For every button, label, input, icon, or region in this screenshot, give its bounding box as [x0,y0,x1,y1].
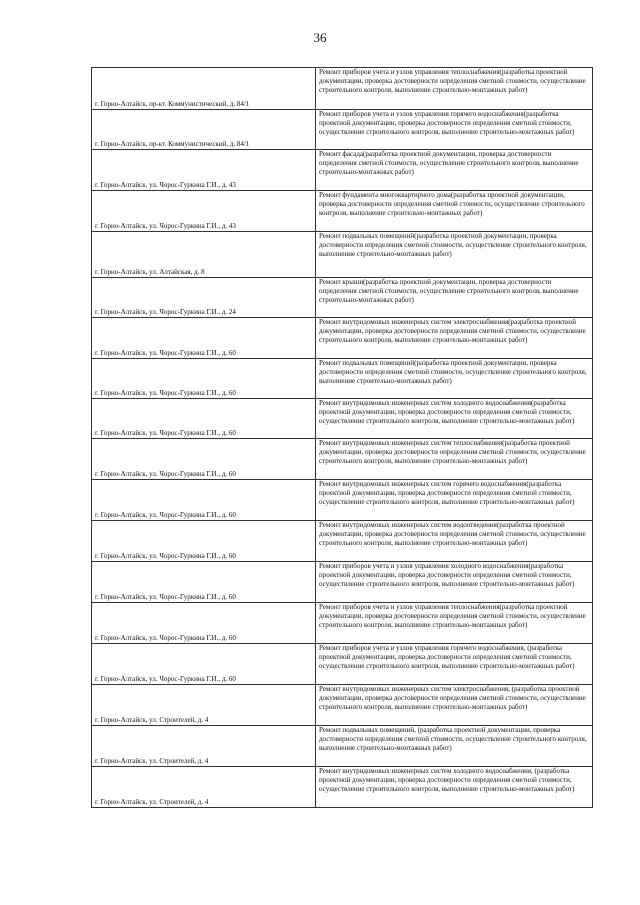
address-cell: г. Горно-Алтайск, ул. Строителей, д. 4 [92,726,316,767]
address-cell: г. Горно-Алтайск, ул. Чорос-Гуркина Г.И., д. 24 [92,278,316,318]
table-row [92,603,593,644]
work-description-cell: Ремонт внутридомовых инженерных систем холодного водоснабжения, (разработка проектной документации, проверка достоверности определения сметной стоимости, осуществление строительного контроля, выполнение строительно-монтажных работ) [316,767,593,808]
address-cell: г. Горно-Алтайск, ул. Строителей, д. 4 [92,685,316,726]
table-row [92,399,593,439]
work-description-cell: Ремонт приборов учета и узлов управления горячего водоснабжения(разработка проектной документации, проверка достоверности определения сметной стоимости, осуществление строительного контроля, выполнение строительно-монтажных работ) [316,110,593,150]
work-description-cell: Ремонт крыши(разработка проектной документации, проверка достоверности определения сметной стоимости, осуществление строительного контроля, выполнение строительно-монтажных работ) [316,278,593,318]
address-cell: г. Горно-Алтайск, ул. Чорос-Гуркина Г.И., д. 43 [92,191,316,232]
work-description-cell: Ремонт фундамента многоквартирного дома(разработка проектной документации, проверка достоверности определения сметной стоимости, осуществление строительного контроля, выполнение строительно-монтажных работ) [316,191,593,232]
table-row [92,68,593,110]
table-row [92,439,593,480]
table-row [92,150,593,191]
address-cell: г. Горно-Алтайск, пр-кт. Коммунистический, д. 84/1 [92,110,316,150]
table-row [92,644,593,685]
page-number: 36 [313,30,327,45]
work-description-cell: Ремонт внутридомовых инженерных систем горячего водоснабжения(разработка проектной документации, проверка достоверности определения сметной стоимости, осуществление строительного контроля, выполнение строительно-монтажных работ) [316,480,593,521]
address-cell: г. Горно-Алтайск, ул. Чорос-Гуркина Г.И., д. 60 [92,644,316,685]
work-description-cell: Ремонт подвальных помещений(разработка проектной документации, проверка достоверности определения сметной стоимости, осуществление строительного контроля, выполнение строительно-монтажных работ) [316,359,593,399]
work-description-cell: Ремонт приборов учета и узлов управления холодного водоснабжения(разработка проектной документации, проверка достоверности определения сметной стоимости, осуществление строительного контроля, выполнение строительно-монтажных работ) [316,562,593,603]
work-description-cell: Ремонт приборов учета и узлов управления горячего водоснабжения, (разработка проектной документации, проверка достоверности определения сметной стоимости, осуществление строительного контроля, выполнение строительно-монтажных работ) [316,644,593,685]
table-row [92,359,593,399]
table-row [92,521,593,562]
address-cell: г. Горно-Алтайск, ул. Строителей, д. 4 [92,767,316,808]
table-row [92,110,593,150]
work-description-cell: Ремонт подвальных помещений, (разработка проектной документации, проверка достоверности определения сметной стоимости, осуществление строительного контроля, выполнение строительно-монтажных работ) [316,726,593,767]
address-cell: г. Горно-Алтайск, ул. Чорос-Гуркина Г.И., д. 60 [92,439,316,480]
address-cell: г. Горно-Алтайск, ул. Чорос-Гуркина Г.И., д. 43 [92,150,316,191]
address-cell: г. Горно-Алтайск, ул. Алтайская, д. 8 [92,232,316,278]
address-cell: г. Горно-Алтайск, ул. Чорос-Гуркина Г.И., д. 60 [92,318,316,359]
address-cell: г. Горно-Алтайск, пр-кт. Коммунистический, д. 84/1 [92,68,316,110]
address-cell: г. Горно-Алтайск, ул. Чорос-Гуркина Г.И., д. 60 [92,480,316,521]
address-cell: г. Горно-Алтайск, ул. Чорос-Гуркина Г.И., д. 60 [92,521,316,562]
table-row [92,232,593,278]
work-description-cell: Ремонт внутридомовых инженерных систем электроснабжения(разработка проектной документации, проверка достоверности определения сметной стоимости, осуществление строительного контроля, выполнение строительно-монтажных работ) [316,318,593,359]
work-description-cell: Ремонт подвальных помещений(разработка проектной документации, проверка достоверности определения сметной стоимости, осуществление строительного контроля, выполнение строительно-монтажных работ) [316,232,593,278]
work-description-cell: Ремонт внутридомовых инженерных систем водоотведения(разработка проектной документации, проверка достоверности определения сметной стоимости, осуществление строительного контроля, выполнение строительно-монтажных работ) [316,521,593,562]
table-row [92,685,593,726]
table-row [92,191,593,232]
work-description-cell: Ремонт приборов учета и узлов управления теплоснабжения(разработка проектной документации, проверка достоверности определения сметной стоимости, осуществление строительного контроля, выполнение строительно-монтажных работ) [316,68,593,110]
address-cell: г. Горно-Алтайск, ул. Чорос-Гуркина Г.И., д. 60 [92,359,316,399]
works-table [91,67,593,808]
address-cell: г. Горно-Алтайск, ул. Чорос-Гуркина Г.И., д. 60 [92,399,316,439]
table-row [92,726,593,767]
table-row [92,562,593,603]
address-cell: г. Горно-Алтайск, ул. Чорос-Гуркина Г.И., д. 60 [92,603,316,644]
table-row [92,318,593,359]
works-table-body [92,68,593,808]
work-description-cell: Ремонт внутридомовых инженерных систем холодного водоснабжения(разработка проектной документации, проверка достоверности определения сметной стоимости, осуществление строительного контроля, выполнение строительно-монтажных работ) [316,399,593,439]
table-row [92,767,593,808]
work-description-cell: Ремонт внутридомовых инженерных систем электроснабжения, (разработка проектной документации, проверка достоверности определения сметной стоимости, осуществление строительного контроля, выполнение строительно-монтажных работ) [316,685,593,726]
address-cell: г. Горно-Алтайск, ул. Чорос-Гуркина Г.И., д. 60 [92,562,316,603]
work-description-cell: Ремонт внутридомовых инженерных систем теплоснабжения(разработка проектной документации, проверка достоверности определения сметной стоимости, осуществление строительного контроля, выполнение строительно-монтажных работ) [316,439,593,480]
table-row [92,278,593,318]
work-description-cell: Ремонт приборов учета и узлов управления теплоснабжения(разработка проектной документации, проверка достоверности определения сметной стоимости, осуществление строительного контроля, выполнение строительно-монтажных работ) [316,603,593,644]
table-row [92,480,593,521]
work-description-cell: Ремонт фасада(разработка проектной документации, проверка достоверности определения сметной стоимости, осуществление строительного контроля, выполнение строительно-монтажных работ) [316,150,593,191]
